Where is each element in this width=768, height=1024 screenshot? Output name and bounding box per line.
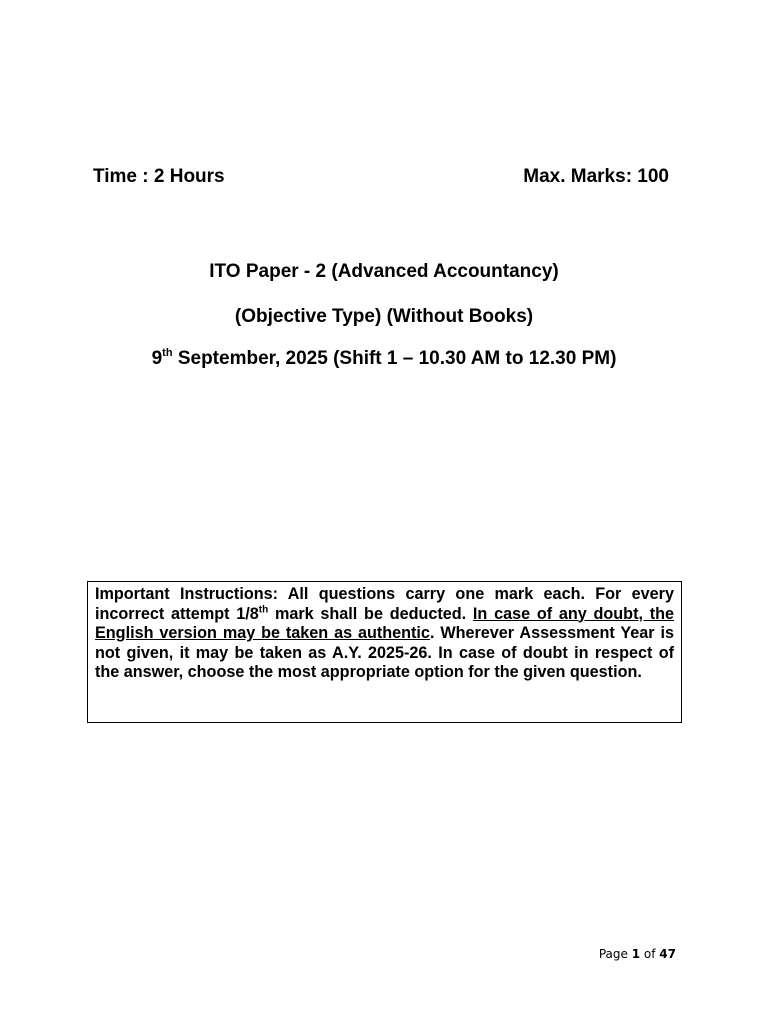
of-label: of bbox=[640, 947, 660, 961]
exam-date-day: 9 bbox=[151, 348, 163, 369]
paper-title: ITO Paper - 2 (Advanced Accountancy) bbox=[209, 261, 559, 282]
exam-header-row bbox=[93, 164, 669, 190]
exam-date-shift bbox=[0, 348, 768, 370]
instructions-underlined: In case of any doubt, the English version may be taken as authentic bbox=[95, 604, 674, 642]
instructions-text bbox=[95, 585, 674, 683]
exam-time: Time : 2 Hours bbox=[93, 166, 225, 187]
instructions-part3: . Wherever Assessment Year is not given, it may be taken as A.Y. 2025-26. In case of doubt in respect of the answer, choose the most appropriate option for the given question. bbox=[95, 624, 674, 681]
exam-date-suffix: th bbox=[162, 347, 173, 359]
paper-type: (Objective Type) (Without Books) bbox=[234, 306, 534, 327]
instructions-part1: Important Instructions: All questions carry one mark each. For every incorrect attempt 1/8 bbox=[95, 585, 674, 623]
page-number-footer bbox=[560, 947, 676, 961]
exam-max-marks: Max. Marks: 100 bbox=[523, 166, 669, 187]
instructions-part2: mark shall be deducted. bbox=[268, 604, 473, 623]
instructions-sup: th bbox=[258, 604, 269, 616]
page-total: 47 bbox=[659, 947, 676, 961]
page-label: Page bbox=[598, 947, 632, 961]
page-current: 1 bbox=[631, 947, 641, 961]
instructions-box bbox=[87, 581, 682, 723]
exam-date-rest: September, 2025 (Shift 1 – 10.30 AM to 12.30 PM) bbox=[172, 348, 617, 369]
